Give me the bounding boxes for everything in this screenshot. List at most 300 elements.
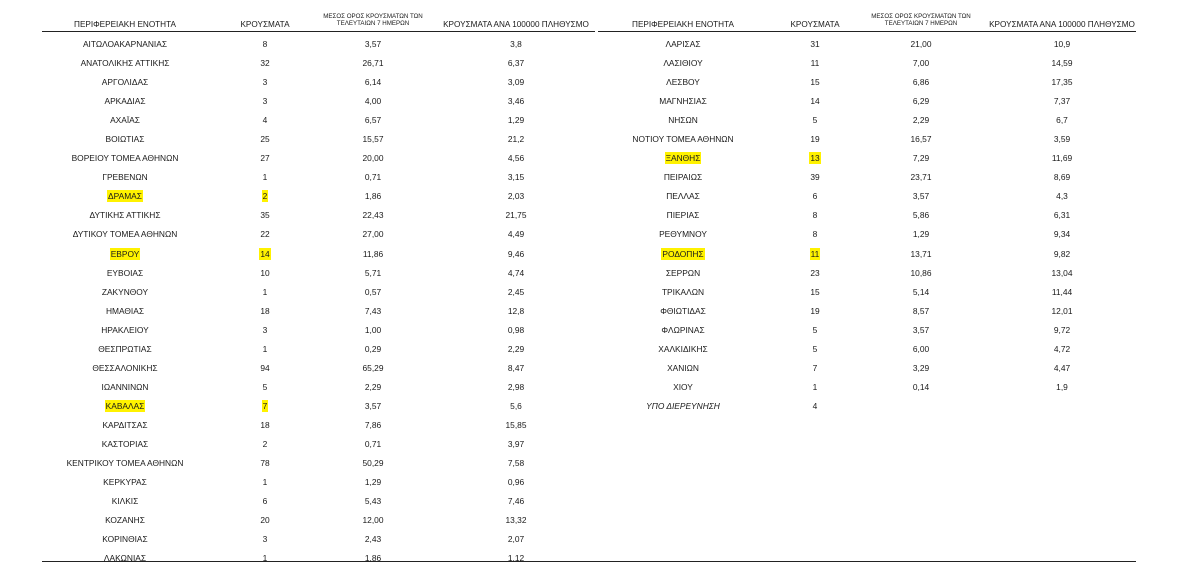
left-cell-per100k-text: 7,46 <box>507 496 525 507</box>
table-row <box>0 549 1181 568</box>
left-cell-per100k-text: 2,07 <box>507 534 525 545</box>
right-cell-per100k-text: 6,31 <box>1053 210 1071 221</box>
right-cell-per100k <box>981 35 1143 54</box>
left-cell-cases-text: 5 <box>262 381 268 392</box>
right-cell-avg7 <box>866 92 976 111</box>
right-cell-per100k-text: 12,01 <box>1051 305 1073 316</box>
right-cell-cases <box>775 35 855 54</box>
left-cell-per100k <box>435 397 597 416</box>
left-cell-region-text: ΑΙΤΩΛΟΑΚΑΡΝΑΝΙΑΣ <box>82 39 168 49</box>
left-header-rule <box>42 31 595 32</box>
left-cell-cases-text: 20 <box>260 515 270 526</box>
right-cell-avg7 <box>866 130 976 149</box>
left-cell-cases-text: 1 <box>262 553 268 564</box>
right-cell-per100k-text: 6,7 <box>1056 115 1068 126</box>
left-cell-region-text: ΚΟΡΙΝΘΙΑΣ <box>102 534 148 545</box>
left-cell-cases-text: 6 <box>262 496 268 507</box>
left-cell-cases-text: 25 <box>260 134 270 145</box>
left-cell-cases-text: 1 <box>262 343 268 354</box>
table-row <box>0 168 1181 187</box>
right-cell-cases-text: 19 <box>810 134 820 145</box>
left-cell-cases <box>225 149 305 168</box>
left-cell-avg7 <box>318 283 428 302</box>
left-cell-region-text: ΒΟΙΩΤΙΑΣ <box>105 134 145 145</box>
right-cell-avg7 <box>866 397 976 416</box>
right-cell-avg7 <box>866 340 976 359</box>
left-cell-cases <box>225 35 305 54</box>
right-cell-per100k <box>981 340 1143 359</box>
left-cell-avg7-text: 0,57 <box>364 286 382 297</box>
right-cell-avg7-text <box>920 400 922 412</box>
right-cell-cases-text: 5 <box>812 343 818 354</box>
right-cell-avg7-text: 1,29 <box>912 229 930 240</box>
left-header-avg7: ΜΕΣΟΣ ΟΡΟΣ ΚΡΟΥΣΜΑΤΩΝ ΤΩΝ ΤΕΛΕΥΤΑΙΩΝ 7 ΗΜΕΡΩΝ <box>323 13 423 28</box>
table-row <box>0 111 1181 130</box>
right-cell-cases <box>775 168 855 187</box>
left-cell-per100k-text: 21,75 <box>505 210 527 221</box>
right-cell-avg7-text: 2,29 <box>912 115 930 126</box>
right-cell-cases <box>775 111 855 130</box>
left-cell-cases-text: 3 <box>262 534 268 545</box>
left-cell-avg7-text: 3,57 <box>364 39 382 49</box>
table-row <box>0 149 1181 168</box>
right-cell-cases <box>775 245 855 264</box>
right-header-rule <box>598 31 1136 32</box>
left-cell-region-text: ΑΝΑΤΟΛΙΚΗΣ ΑΤΤΙΚΗΣ <box>80 58 170 69</box>
right-cell-region <box>598 321 768 340</box>
left-cell-per100k-text: 3,97 <box>507 438 525 449</box>
left-cell-per100k-text: 1,29 <box>507 115 525 126</box>
left-cell-per100k-text: 3,8 <box>510 39 522 49</box>
left-cell-avg7-text: 1,00 <box>364 324 382 335</box>
right-cell-region-text: ΡΕΘΥΜΝΟΥ <box>659 229 707 240</box>
right-cell-region <box>598 92 768 111</box>
left-cell-region-text: ΘΕΣΣΑΛΟΝΙΚΗΣ <box>92 362 158 373</box>
left-cell-region-text: ΑΧΑΪΑΣ <box>110 115 140 126</box>
right-header-avg7: ΜΕΣΟΣ ΟΡΟΣ ΚΡΟΥΣΜΑΤΩΝ ΤΩΝ ΤΕΛΕΥΤΑΙΩΝ 7 ΗΜΕΡΩΝ <box>871 13 971 28</box>
left-cell-region <box>40 187 210 206</box>
right-cell-cases <box>775 378 855 397</box>
right-cell-cases <box>775 302 855 321</box>
left-cell-region <box>40 340 210 359</box>
right-cell-region-text: ΝΟΤΙΟΥ ΤΟΜΕΑ ΑΘΗΝΩΝ <box>632 134 734 145</box>
right-cell-per100k-text: 14,59 <box>1051 58 1073 69</box>
right-cell-avg7 <box>866 73 976 92</box>
right-cell-cases <box>775 283 855 302</box>
left-cell-cases <box>225 397 305 416</box>
right-cell-avg7-text: 13,71 <box>910 248 932 259</box>
left-cell-cases-text: 18 <box>260 305 270 316</box>
left-cell-region-text: ΙΩΑΝΝΙΝΩΝ <box>101 381 149 392</box>
left-cell-cases-text: 3 <box>262 77 268 88</box>
right-cell-per100k <box>981 73 1143 92</box>
right-cell-region <box>598 397 768 416</box>
right-cell-per100k <box>981 130 1143 149</box>
left-cell-avg7-text: 1,86 <box>364 191 382 202</box>
right-cell-region-text: ΧΑΛΚΙΔΙΚΗΣ <box>658 343 708 354</box>
left-cell-per100k-text: 3,09 <box>507 77 525 88</box>
left-cell-cases <box>225 225 305 244</box>
left-cell-region-text: ΔΥΤΙΚΗΣ ΑΤΤΙΚΗΣ <box>89 210 161 221</box>
left-cell-cases <box>225 264 305 283</box>
right-cell-cases <box>775 130 855 149</box>
right-cell-cases <box>775 187 855 206</box>
left-cell-avg7-text: 7,43 <box>364 305 382 316</box>
left-cell-cases-text: 8 <box>262 39 268 49</box>
right-cell-cases-text: 6 <box>812 191 818 202</box>
left-cell-per100k <box>435 454 597 473</box>
left-cell-avg7 <box>318 321 428 340</box>
left-cell-region <box>40 92 210 111</box>
left-cell-region <box>40 168 210 187</box>
table-row <box>0 492 1181 511</box>
right-cell-region <box>598 359 768 378</box>
left-cell-per100k-text: 2,03 <box>507 191 525 202</box>
right-cell-per100k-text: 1,9 <box>1056 381 1068 392</box>
left-cell-cases-text: 1 <box>262 286 268 297</box>
right-cell-cases-text: 5 <box>812 324 818 335</box>
left-cell-per100k <box>435 206 597 225</box>
right-cell-region <box>598 35 768 54</box>
right-cell-cases-text: 19 <box>810 305 820 316</box>
left-cell-avg7 <box>318 549 428 568</box>
left-cell-region <box>40 416 210 435</box>
right-cell-avg7 <box>866 54 976 73</box>
right-cell-cases <box>775 54 855 73</box>
right-cell-region-text: ΥΠΟ ΔΙΕΡΕΥΝΗΣΗ <box>646 400 720 411</box>
left-cell-per100k-text: 7,58 <box>507 458 525 469</box>
right-cell-per100k <box>981 168 1143 187</box>
right-cell-avg7 <box>866 111 976 130</box>
right-cell-avg7 <box>866 206 976 225</box>
right-cell-per100k-text: 7,37 <box>1053 96 1071 107</box>
left-cell-per100k <box>435 530 597 549</box>
right-cell-avg7-text: 6,86 <box>912 77 930 88</box>
right-cell-cases <box>775 149 855 168</box>
right-cell-avg7-text: 0,14 <box>912 381 930 392</box>
right-cell-cases-text: 15 <box>810 77 820 88</box>
right-cell-region <box>598 264 768 283</box>
left-cell-cases <box>225 54 305 73</box>
right-cell-avg7 <box>866 168 976 187</box>
left-cell-avg7 <box>318 397 428 416</box>
right-cell-region-text: ΧΙΟΥ <box>673 381 693 392</box>
left-cell-region <box>40 149 210 168</box>
left-cell-region <box>40 264 210 283</box>
right-cell-region-text: ΠΙΕΡΙΑΣ <box>666 210 700 221</box>
left-cell-per100k <box>435 35 597 54</box>
table-body <box>0 35 1181 568</box>
left-cell-region-text: ΚΙΛΚΙΣ <box>111 496 139 507</box>
left-cell-cases <box>225 283 305 302</box>
right-cell-region-text: ΧΑΝΙΩΝ <box>667 362 699 373</box>
left-cell-avg7 <box>318 111 428 130</box>
right-cell-per100k-text: 13,04 <box>1051 267 1073 278</box>
table-row <box>0 54 1181 73</box>
right-cell-region-text: ΝΗΣΩΝ <box>668 115 698 126</box>
left-cell-avg7-text: 3,57 <box>364 400 382 411</box>
left-cell-per100k <box>435 378 597 397</box>
right-cell-per100k <box>981 149 1143 168</box>
table-row <box>0 378 1181 397</box>
right-cell-per100k-text: 4,3 <box>1056 191 1068 202</box>
left-cell-avg7-text: 20,00 <box>362 153 384 164</box>
right-header-cases: ΚΡΟΥΣΜΑΤΑ <box>790 20 840 29</box>
left-cell-region <box>40 225 210 244</box>
left-cell-avg7-text: 6,57 <box>364 115 382 126</box>
left-cell-region-text: ΚΕΡΚΥΡΑΣ <box>103 477 147 488</box>
left-cell-per100k <box>435 168 597 187</box>
left-cell-avg7 <box>318 187 428 206</box>
left-cell-per100k <box>435 245 597 264</box>
left-cell-region-text: ΓΡΕΒΕΝΩΝ <box>102 172 148 183</box>
left-cell-per100k-text: 0,96 <box>507 477 525 488</box>
right-cell-cases-text: 7 <box>812 362 818 373</box>
right-cell-region <box>598 302 768 321</box>
left-cell-cases <box>225 511 305 530</box>
right-cell-cases-text: 11 <box>810 58 820 69</box>
right-header-per100k: ΚΡΟΥΣΜΑΤΑ ΑΝΑ 100000 ΠΛΗΘΥΣΜΟ <box>989 20 1135 29</box>
left-cell-region <box>40 397 210 416</box>
left-cell-cases-text: 3 <box>262 96 268 107</box>
left-cell-cases-text: 94 <box>260 362 270 373</box>
left-cell-avg7-text: 0,29 <box>364 343 382 354</box>
left-cell-cases-text: 10 <box>260 267 270 278</box>
left-header-cases: ΚΡΟΥΣΜΑΤΑ <box>240 20 290 29</box>
left-cell-region <box>40 359 210 378</box>
left-cell-per100k-text: 3,46 <box>507 96 525 107</box>
left-cell-avg7-text: 2,29 <box>364 381 382 392</box>
right-cell-per100k <box>981 283 1143 302</box>
left-cell-region <box>40 378 210 397</box>
right-cell-region <box>598 225 768 244</box>
right-cell-cases <box>775 92 855 111</box>
left-cell-avg7-text: 4,00 <box>364 96 382 107</box>
right-cell-cases-text: 23 <box>810 267 820 278</box>
right-cell-per100k-text: 4,47 <box>1053 362 1071 373</box>
left-cell-avg7 <box>318 130 428 149</box>
left-cell-region-text: ΚΑΡΔΙΤΣΑΣ <box>102 419 148 430</box>
right-cell-region-text: ΜΑΓΝΗΣΙΑΣ <box>659 96 707 107</box>
left-cell-cases <box>225 378 305 397</box>
left-cell-per100k <box>435 111 597 130</box>
right-cell-avg7-text: 6,29 <box>912 96 930 107</box>
left-cell-region-text: ΑΡΓΟΛΙΔΑΣ <box>101 77 149 88</box>
left-cell-per100k-text: 4,56 <box>507 153 525 164</box>
left-cell-region-text: ΚΑΒΑΛΑΣ <box>105 400 145 411</box>
left-cell-per100k <box>435 187 597 206</box>
right-cell-region <box>598 130 768 149</box>
table-row <box>0 416 1181 435</box>
left-cell-avg7 <box>318 35 428 54</box>
right-cell-per100k-text: 4,72 <box>1053 343 1071 354</box>
right-cell-region <box>598 149 768 168</box>
left-cell-cases-text: 22 <box>260 229 270 240</box>
left-cell-avg7-text: 12,00 <box>362 515 384 526</box>
left-cell-cases <box>225 530 305 549</box>
right-cell-region-text: ΦΛΩΡΙΝΑΣ <box>661 324 705 335</box>
left-cell-avg7-text: 50,29 <box>362 458 384 469</box>
right-cell-per100k <box>981 206 1143 225</box>
left-cell-region-text: ΚΑΣΤΟΡΙΑΣ <box>101 438 149 449</box>
right-cell-cases <box>775 359 855 378</box>
right-cell-per100k <box>981 264 1143 283</box>
table-row <box>0 187 1181 206</box>
left-cell-region <box>40 54 210 73</box>
left-cell-avg7-text: 1,86 <box>364 553 382 564</box>
right-cell-cases-text: 31 <box>810 39 820 49</box>
left-cell-avg7 <box>318 492 428 511</box>
left-cell-cases-text: 78 <box>260 458 270 469</box>
right-cell-avg7 <box>866 378 976 397</box>
left-cell-region-text: ΕΒΡΟΥ <box>110 248 140 259</box>
left-cell-avg7 <box>318 340 428 359</box>
left-cell-avg7 <box>318 245 428 264</box>
right-cell-avg7 <box>866 149 976 168</box>
right-cell-cases <box>775 264 855 283</box>
left-cell-per100k <box>435 73 597 92</box>
left-cell-cases <box>225 168 305 187</box>
right-cell-avg7-text: 5,14 <box>912 286 930 297</box>
right-cell-per100k <box>981 54 1143 73</box>
right-cell-per100k-text: 10,9 <box>1053 39 1071 49</box>
left-cell-avg7 <box>318 435 428 454</box>
right-cell-per100k <box>981 397 1143 416</box>
right-cell-avg7-text: 3,29 <box>912 362 930 373</box>
right-cell-avg7-text: 7,00 <box>912 58 930 69</box>
left-cell-cases <box>225 359 305 378</box>
left-cell-region <box>40 35 210 54</box>
right-cell-avg7 <box>866 302 976 321</box>
right-cell-region-text: ΦΘΙΩΤΙΔΑΣ <box>660 305 706 316</box>
left-cell-cases <box>225 454 305 473</box>
right-cell-region-text: ΛΑΡΙΣΑΣ <box>665 39 701 49</box>
right-cell-per100k <box>981 359 1143 378</box>
right-cell-region <box>598 206 768 225</box>
left-cell-cases <box>225 206 305 225</box>
left-cell-cases-text: 1 <box>262 172 268 183</box>
right-cell-cases-text: 11 <box>810 248 820 259</box>
left-cell-per100k-text: 12,8 <box>507 305 525 316</box>
right-cell-avg7-text: 21,00 <box>910 39 932 49</box>
left-cell-avg7 <box>318 149 428 168</box>
right-cell-region-text: ΠΕΛΛΑΣ <box>666 191 700 202</box>
left-cell-per100k-text: 5,6 <box>510 400 522 411</box>
left-cell-region <box>40 245 210 264</box>
left-cell-region <box>40 206 210 225</box>
right-cell-per100k-text: 9,72 <box>1053 324 1071 335</box>
right-cell-per100k-text: 17,35 <box>1051 77 1073 88</box>
left-cell-cases <box>225 245 305 264</box>
right-header-region: ΠΕΡΙΦΕΡΕΙΑΚΗ ΕΝΟΤΗΤΑ <box>632 20 734 29</box>
right-cell-cases <box>775 340 855 359</box>
left-cell-avg7-text: 22,43 <box>362 210 384 221</box>
left-cell-avg7-text: 5,43 <box>364 496 382 507</box>
left-cell-region-text: ΑΡΚΑΔΙΑΣ <box>104 96 146 107</box>
left-cell-cases-text: 18 <box>260 419 270 430</box>
left-cell-region-text: ΕΥΒΟΙΑΣ <box>106 267 144 278</box>
left-cell-region <box>40 130 210 149</box>
right-cell-avg7-text: 3,57 <box>912 324 930 335</box>
left-cell-per100k <box>435 225 597 244</box>
table-row <box>0 321 1181 340</box>
left-cell-region <box>40 302 210 321</box>
right-cell-cases-text: 4 <box>812 400 818 411</box>
right-cell-per100k <box>981 378 1143 397</box>
right-cell-avg7-text: 23,71 <box>910 172 932 183</box>
left-cell-region <box>40 473 210 492</box>
left-cell-cases-text: 3 <box>262 324 268 335</box>
left-cell-cases <box>225 492 305 511</box>
right-cell-region <box>598 378 768 397</box>
right-cell-avg7 <box>866 187 976 206</box>
left-cell-avg7 <box>318 511 428 530</box>
left-cell-avg7 <box>318 359 428 378</box>
left-cell-avg7 <box>318 92 428 111</box>
left-cell-per100k <box>435 302 597 321</box>
left-cell-cases-text: 4 <box>262 115 268 126</box>
left-cell-cases-text: 27 <box>260 153 270 164</box>
table-row <box>0 340 1181 359</box>
right-cell-avg7 <box>866 264 976 283</box>
right-cell-avg7-text: 7,29 <box>912 153 930 164</box>
left-cell-region-text: ΚΟΖΑΝΗΣ <box>105 515 145 526</box>
left-cell-region <box>40 492 210 511</box>
table-row <box>0 359 1181 378</box>
right-cell-avg7-text: 3,57 <box>912 191 930 202</box>
right-cell-per100k-text: 9,34 <box>1053 229 1071 240</box>
right-cell-per100k <box>981 245 1143 264</box>
right-cell-region-text: ΡΟΔΟΠΗΣ <box>662 248 704 259</box>
left-cell-region <box>40 549 210 568</box>
left-header-per100k: ΚΡΟΥΣΜΑΤΑ ΑΝΑ 100000 ΠΛΗΘΥΣΜΟ <box>443 20 589 29</box>
left-cell-cases <box>225 302 305 321</box>
table-row <box>0 454 1181 473</box>
table-row <box>0 245 1181 264</box>
left-cell-avg7 <box>318 206 428 225</box>
left-cell-region <box>40 511 210 530</box>
left-cell-avg7 <box>318 416 428 435</box>
right-cell-avg7-text: 6,00 <box>912 343 930 354</box>
left-cell-region <box>40 530 210 549</box>
table-row <box>0 530 1181 549</box>
left-cell-avg7-text: 1,29 <box>364 477 382 488</box>
left-cell-region <box>40 454 210 473</box>
left-cell-avg7 <box>318 168 428 187</box>
left-cell-region <box>40 435 210 454</box>
left-cell-per100k <box>435 54 597 73</box>
right-cell-cases-text: 15 <box>810 286 820 297</box>
left-cell-cases <box>225 416 305 435</box>
left-cell-avg7 <box>318 54 428 73</box>
left-cell-per100k-text: 6,37 <box>507 58 525 69</box>
left-cell-region <box>40 111 210 130</box>
left-cell-avg7-text: 27,00 <box>362 229 384 240</box>
left-cell-cases <box>225 111 305 130</box>
table-row <box>0 264 1181 283</box>
right-cell-cases-text: 8 <box>812 210 818 221</box>
left-cell-per100k <box>435 416 597 435</box>
left-cell-avg7-text: 5,71 <box>364 267 382 278</box>
right-cell-region <box>598 73 768 92</box>
left-cell-per100k-text: 4,74 <box>507 267 525 278</box>
left-cell-avg7-text: 15,57 <box>362 134 384 145</box>
right-cell-avg7 <box>866 225 976 244</box>
right-cell-region <box>598 187 768 206</box>
left-cell-per100k-text: 0,98 <box>507 324 525 335</box>
left-cell-cases-text: 32 <box>260 58 270 69</box>
left-cell-region <box>40 73 210 92</box>
